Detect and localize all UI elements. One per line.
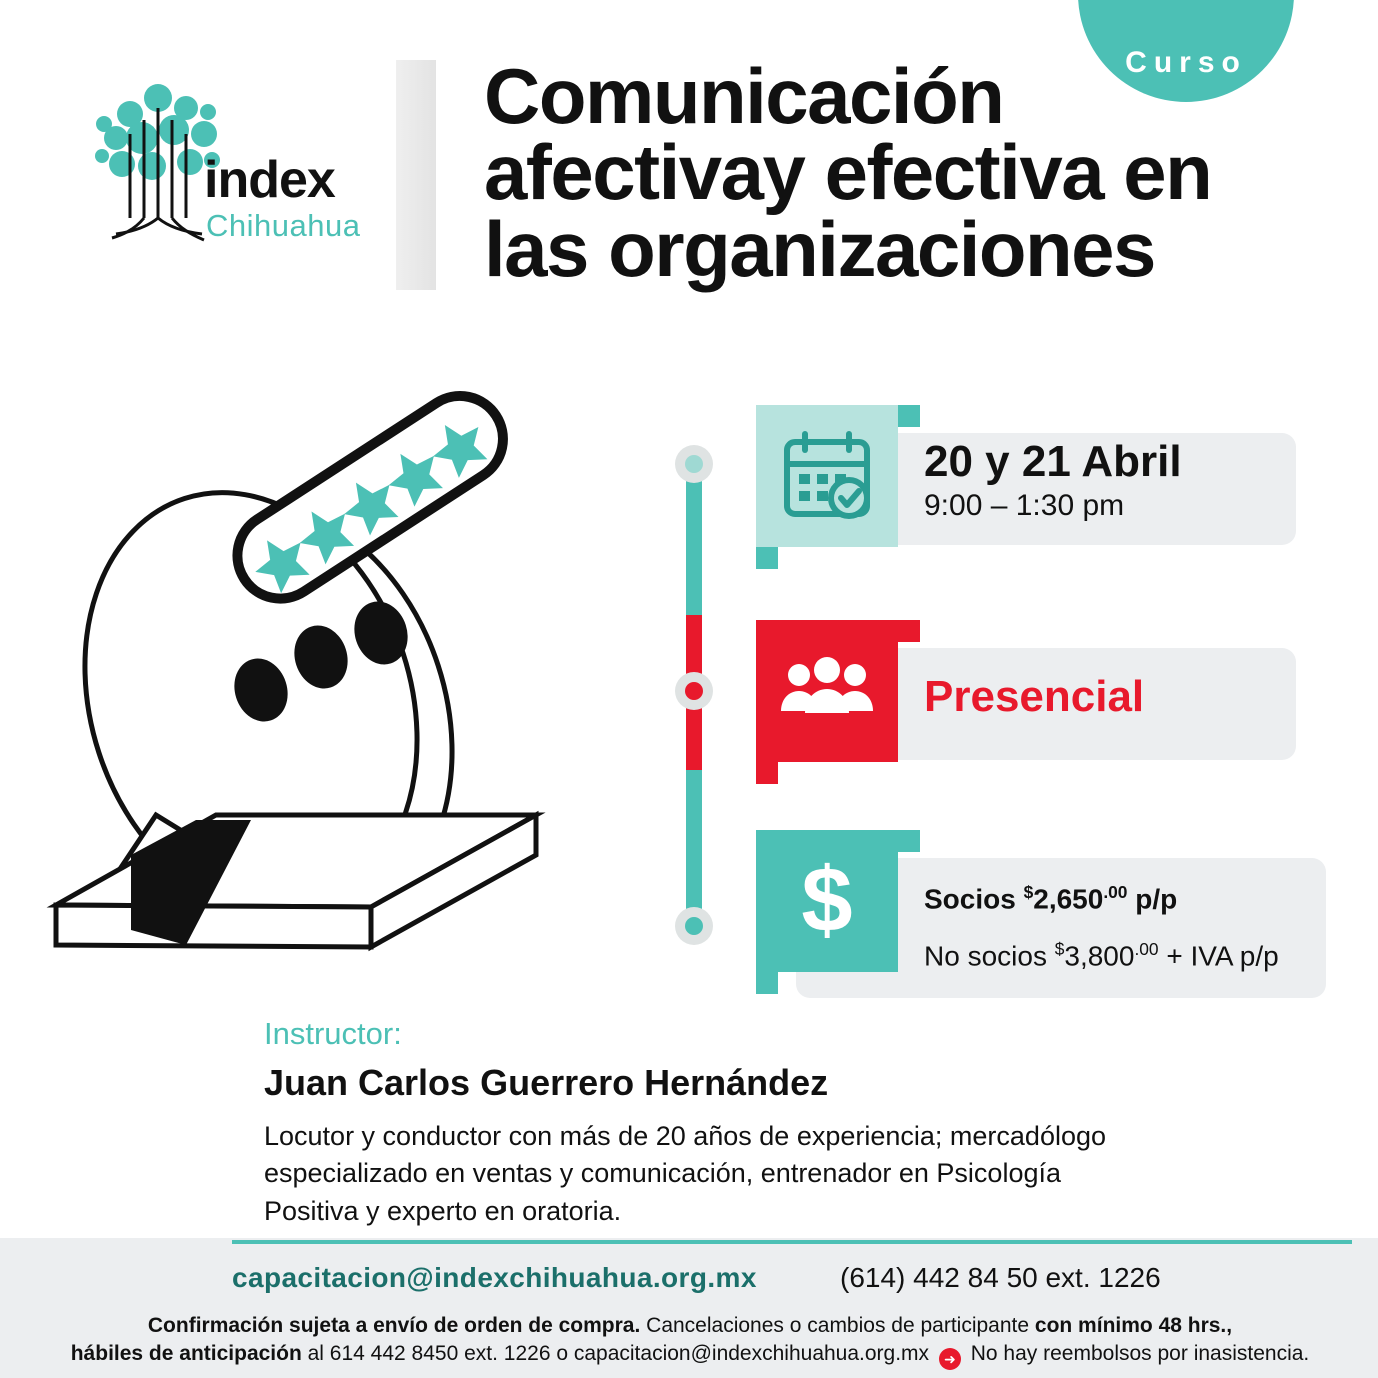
header-divider (396, 60, 436, 290)
timeline (672, 445, 716, 945)
svg-text:$: $ (801, 851, 853, 951)
timeline-dot-1 (675, 445, 713, 483)
detail-price (756, 830, 1296, 1010)
timeline-dot-2 (675, 672, 713, 710)
contact-phone[interactable]: (614) 442 84 50 ext. 1226 (840, 1262, 1161, 1293)
detail-modality-value: Presencial (924, 672, 1145, 721)
footer-divider (232, 1240, 1352, 1244)
detail-date-value: 20 y 21 Abril (924, 437, 1182, 486)
speech-bubble-illustration (36, 385, 576, 1005)
calendar-icon (779, 428, 875, 524)
legal-bold-2: hábiles de anticipación (70, 1342, 302, 1366)
instructor-label: Instructor: (264, 1016, 402, 1051)
timeline-dot-3 (675, 907, 713, 945)
curso-badge-label: Curso (1125, 46, 1247, 79)
detail-date-time: 9:00 – 1:30 pm (924, 489, 1125, 523)
legal-bold-1: Confirmación sujeta a envío de orden de compra. (147, 1314, 641, 1337)
legal-rest-1: Cancelaciones o cambios de participante (640, 1314, 1035, 1337)
legal-end: No hay reembolsos por inasistencia. (970, 1342, 1310, 1366)
detail-price-text (924, 882, 1344, 973)
legal-bold-1b: con mínimo 48 hrs., (1034, 1314, 1233, 1337)
detail-date (756, 405, 1296, 575)
instructor-bio: Locutor y conductor con más de 20 años de experiencia; mercadólogo especializado en ventas y comunicación, entrenador en Psicología Positiva y experto en oratoria. (264, 1121, 1107, 1226)
detail-modality-text (924, 672, 1304, 722)
logo-wordmark: index (204, 151, 335, 209)
price-members: Socios $^{\$}2,650^{.00}$ p/p (924, 882, 1178, 915)
detail-date-badge (756, 405, 898, 547)
detail-date-text (924, 439, 1304, 523)
price-nonmembers: No socios $^{\$}3,800^{.00}$ + IVA p/p (924, 939, 1279, 972)
legal-text (30, 1312, 1350, 1370)
dollar-icon (779, 851, 875, 951)
detail-modality-badge (756, 620, 898, 762)
detail-modality (756, 620, 1296, 790)
arrow-icon: ➜ (939, 1348, 961, 1370)
instructor-name: Juan Carlos Guerrero Hernández (264, 1062, 829, 1103)
logo-subtitle: Chihuahua (206, 208, 361, 243)
detail-price-badge (756, 830, 898, 972)
people-icon (779, 655, 875, 727)
legal-rest-2: al 614 442 8450 ext. 1226 o capacitacion@indexchihuahua.org.mx (301, 1342, 930, 1366)
page-title: Comunicación afectivay efectiva en las organizaciones (484, 52, 1212, 293)
logo (86, 68, 386, 258)
contact-email[interactable]: capacitacion@indexchihuahua.org.mx (232, 1262, 757, 1293)
